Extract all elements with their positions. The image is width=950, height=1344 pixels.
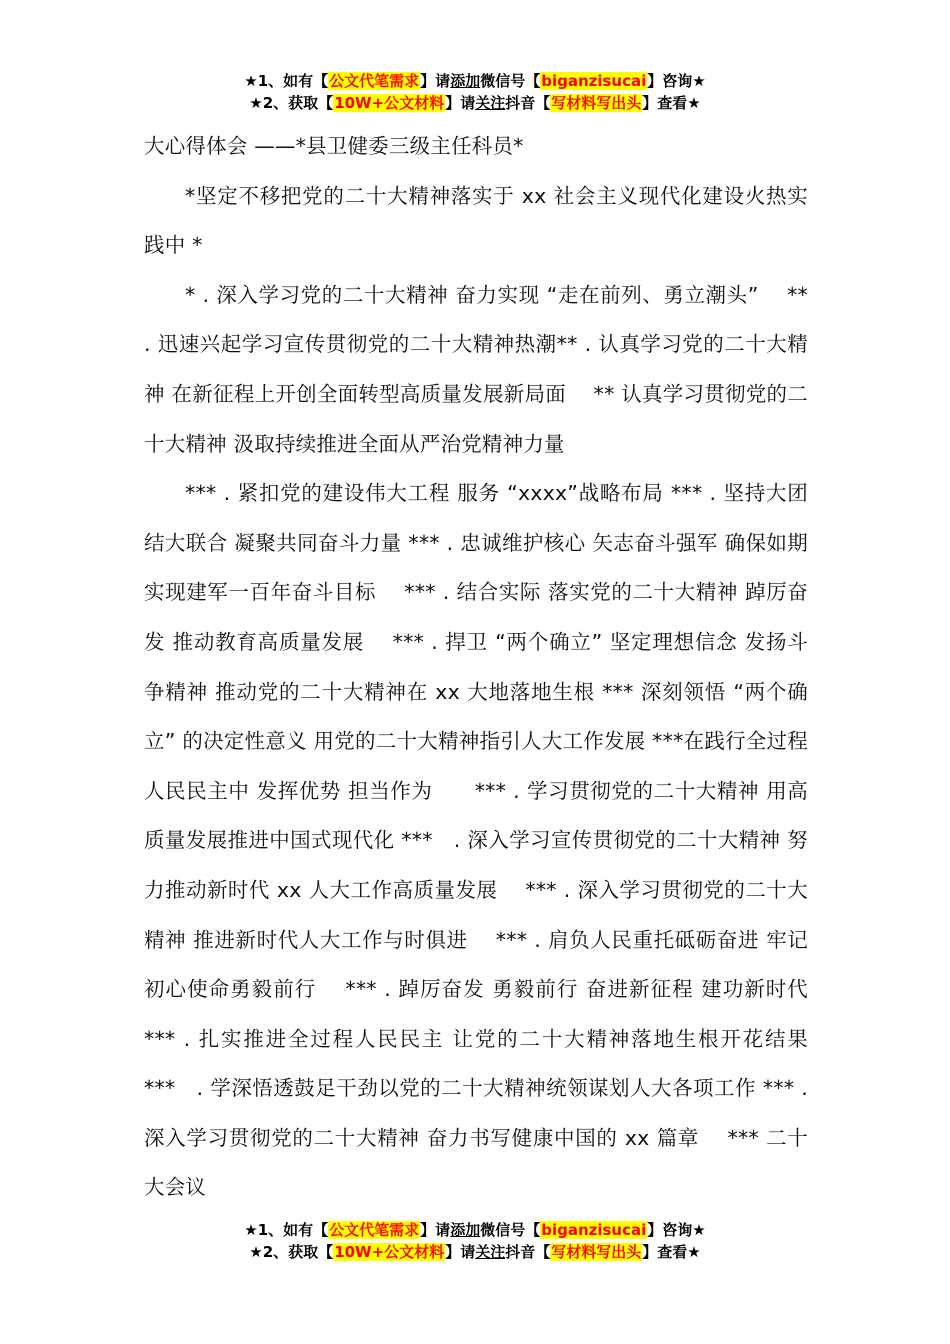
banner-text: 】查看★ <box>642 1243 701 1261</box>
banner-text: 】请 <box>445 94 476 112</box>
banner-underlined: 关注 <box>475 1243 506 1261</box>
banner-underlined: 关注 <box>475 94 506 112</box>
banner-underlined: 添加 <box>450 72 481 90</box>
banner-wechat-id: biganzisucai <box>541 72 647 90</box>
document-paragraph: *** . 紧扣党的建设伟大工程 服务 “xxxx”战略布局 *** . 坚持大团结大联合 凝聚共同奋斗力量 *** . 忠诚维护核心 矢志奋斗强军 确保如期实现建军一百年奋斗目标 *** . 结合实际 落实党的二十大精神 踔厉奋发 推动教育高质量发展 *** . 捍卫 “两个确立” 坚定理想信念 发扬斗争精神 推动党的二十大精神在 xx 大地落地生根 *** 深刻领悟 “两个确立” 的决定性意义 用党的二十大精神指引人大工作发展 ***在践行全过程人民民主中 发挥优势 担当作为 *** . 学习贯彻党的二十大精神 用高质量发展推进中国式现代化 *** . 深入学习宣传贯彻党的二十大精神 努力推动新时代 xx 人大工作高质量发展 *** . 深入学习贯彻党的二十大精神 推进新时代人大工作与时俱进 *** . 肩负人民重托砥砺奋进 牢记初心使命勇毅前行 *** . 踔厉奋发 勇毅前行 奋进新征程 建功新时代 *** . 扎实推进全过程人民民主 让党的二十大精神落地生根开花结果 *** . 学深悟透鼓足干劲以党的二十大精神统领谋划人大各项工作 *** . 深入学习贯彻党的二十大精神 奋力书写健康中国的 xx 篇章 *** 二十大会议 <box>144 481 836 1200</box>
document-body <box>144 122 836 1213</box>
banner-text: 】请 <box>420 72 451 90</box>
banner-text: 】咨询★ <box>647 72 706 90</box>
banner-text: ★1、如有【 <box>244 72 329 90</box>
banner-text: ★2、获取【 <box>249 94 334 112</box>
document-paragraph: 大心得体会 ——*县卫健委三级主任科员* <box>144 134 524 158</box>
banner-text: 抖音【 <box>505 94 551 112</box>
banner-highlight: 公文代笔需求 <box>329 1221 420 1239</box>
footer-banner <box>0 1219 950 1263</box>
document-paragraph: *坚定不移把党的二十大精神落实于 xx 社会主义现代化建设火热实践中 * <box>144 183 808 258</box>
document-paragraph: * . 深入学习党的二十大精神 奋力实现 “走在前列、勇立潮头” ** . 迅速兴起学习宣传贯彻党的二十大精神热潮** . 认真学习党的二十大精神 在新征程上开创全面转型高质量发展新局面 ** 认真学习贯彻党的二十大精神 汲取持续推进全面从严治党精神力量 <box>144 282 808 456</box>
banner-text: 微信号【 <box>480 1221 541 1239</box>
banner-text: 抖音【 <box>505 1243 551 1261</box>
banner-text: 】请 <box>445 1243 476 1261</box>
banner-text: ★2、获取【 <box>249 1243 334 1261</box>
banner-line-1 <box>0 1219 950 1241</box>
banner-text: 】请 <box>420 1221 451 1239</box>
banner-line-2 <box>0 92 950 114</box>
banner-highlight: 公文代笔需求 <box>329 72 420 90</box>
banner-highlight: 10W+公文材料 <box>334 1243 445 1261</box>
banner-douyin-id: 写材料写出头 <box>551 94 642 112</box>
banner-text: 】查看★ <box>642 94 701 112</box>
banner-line-1 <box>0 70 950 92</box>
banner-wechat-id: biganzisucai <box>541 1221 647 1239</box>
banner-text: ★1、如有【 <box>244 1221 329 1239</box>
banner-text: 】咨询★ <box>647 1221 706 1239</box>
banner-line-2 <box>0 1241 950 1263</box>
banner-underlined: 添加 <box>450 1221 481 1239</box>
banner-douyin-id: 写材料写出头 <box>551 1243 642 1261</box>
header-banner <box>0 70 950 114</box>
banner-text: 微信号【 <box>480 72 541 90</box>
banner-highlight: 10W+公文材料 <box>334 94 445 112</box>
